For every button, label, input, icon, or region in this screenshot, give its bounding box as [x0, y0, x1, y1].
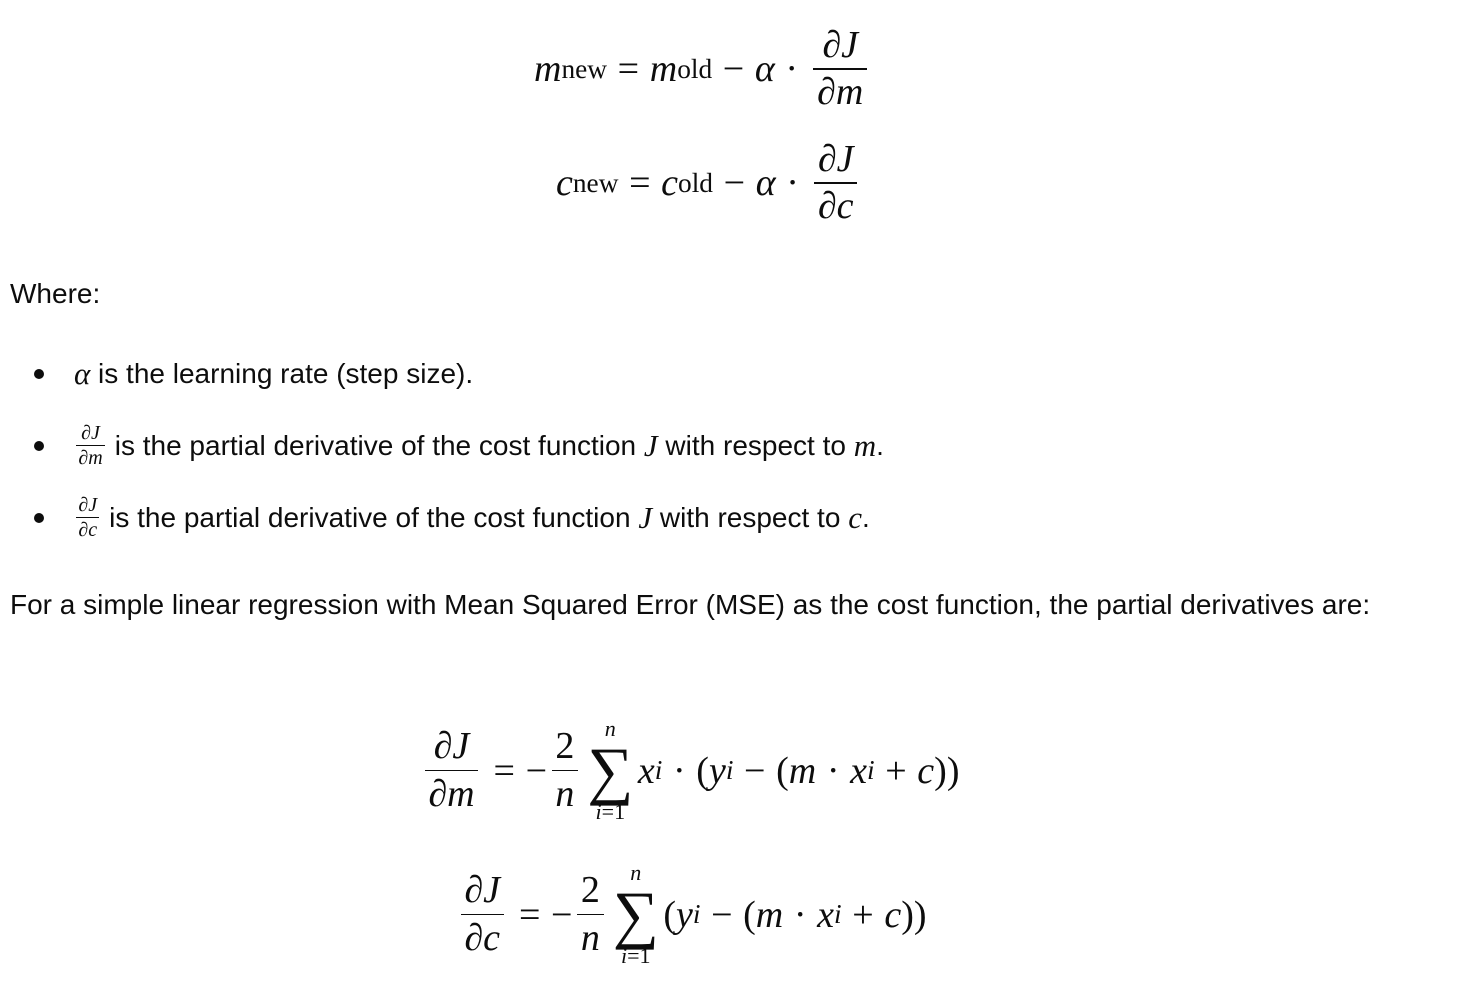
equals-sign: = — [617, 48, 640, 91]
param-variable: m — [853, 428, 877, 463]
where-label: Where: — [10, 278, 101, 309]
item-text: . — [861, 502, 870, 533]
bullet-icon — [34, 441, 44, 451]
x-variable: x — [850, 749, 867, 792]
open-paren: ( — [663, 893, 676, 936]
sum-upper-bound: n — [604, 716, 616, 741]
item-text: with respect to — [657, 430, 854, 461]
summation — [587, 718, 633, 823]
open-paren: ( — [696, 749, 709, 792]
fraction-numerator: ∂J — [464, 869, 500, 912]
equals-sign: = — [518, 893, 541, 936]
dj-dc-equation — [456, 862, 927, 967]
minus-sign: − — [722, 48, 745, 91]
index-variable: i — [595, 799, 602, 825]
fraction-numerator: 2 — [555, 725, 575, 768]
partial-fraction — [461, 869, 504, 960]
partial-fraction — [813, 24, 867, 115]
item-text: with respect to — [652, 502, 849, 533]
sum-lower-bound — [621, 945, 651, 967]
c-variable: c — [884, 893, 902, 936]
open-paren: ( — [743, 893, 756, 936]
dj-dm-equation — [420, 718, 959, 823]
item-text: is the partial derivative of the cost function — [114, 430, 644, 461]
cost-variable: J — [643, 428, 658, 463]
coefficient-fraction — [577, 869, 604, 960]
m-variable: m — [788, 749, 817, 792]
c-variable: c — [917, 749, 935, 792]
fraction-numerator: 2 — [580, 869, 600, 912]
plus-sign: + — [852, 893, 874, 936]
dot-operator: · — [786, 162, 799, 205]
rhs-variable: c — [661, 162, 679, 205]
lhs-variable: c — [556, 162, 573, 205]
fraction-denominator: ∂c — [464, 916, 500, 959]
fraction-denominator: ∂c — [817, 185, 854, 228]
dot-operator: · — [793, 893, 807, 936]
partial-fraction — [76, 422, 104, 470]
x-variable: x — [637, 749, 655, 792]
sigma-icon: ∑ — [587, 734, 634, 807]
list-item — [0, 410, 884, 482]
item-text: is the learning rate (step size). — [90, 358, 474, 389]
partial-fraction — [425, 725, 479, 816]
equals-sign: = — [493, 749, 515, 792]
dot-operator: · — [826, 749, 840, 792]
index-start: =1 — [627, 943, 651, 969]
negative-sign: − — [551, 893, 573, 936]
summation — [613, 862, 659, 967]
alpha-symbol: α — [754, 48, 775, 91]
close-paren: )) — [934, 749, 960, 792]
subscript: i — [692, 899, 701, 930]
close-paren: )) — [901, 893, 927, 936]
list-item — [0, 482, 884, 554]
mse-paragraph: For a simple linear regression with Mean Squared Error (MSE) as the cost function, the partial derivatives are: — [10, 589, 1371, 620]
dot-operator: · — [673, 749, 686, 792]
fraction-denominator: ∂m — [817, 71, 864, 114]
m-variable: m — [755, 893, 784, 936]
fraction-denominator: ∂m — [78, 447, 103, 470]
fraction-denominator: n — [580, 916, 600, 959]
plus-sign: + — [885, 749, 907, 792]
sigma-icon: ∑ — [612, 878, 659, 951]
index-variable: i — [620, 943, 628, 969]
c-update-equation — [556, 138, 862, 229]
subscript: i — [654, 755, 663, 786]
y-variable: y — [675, 893, 693, 936]
fraction-numerator: ∂J — [81, 421, 100, 444]
alpha-symbol: α — [74, 356, 91, 391]
fraction-numerator: ∂J — [78, 493, 98, 516]
lhs-subscript: new — [561, 53, 608, 84]
fraction-denominator: n — [555, 772, 575, 815]
fraction-numerator: ∂J — [433, 725, 470, 768]
m-update-equation — [534, 24, 872, 115]
dot-operator: · — [785, 48, 799, 91]
partial-fraction — [814, 138, 857, 229]
minus-sign: − — [711, 893, 733, 936]
x-variable: x — [817, 893, 835, 936]
lhs-variable: m — [534, 48, 562, 91]
fraction-numerator: ∂J — [822, 24, 858, 66]
y-variable: y — [708, 749, 726, 792]
lhs-subscript: new — [572, 167, 619, 198]
item-text: . — [876, 430, 884, 461]
equals-sign: = — [629, 162, 651, 205]
rhs-subscript: old — [677, 53, 713, 84]
rhs-subscript: old — [678, 167, 713, 198]
minus-sign: − — [744, 749, 766, 792]
sum-upper-bound: n — [630, 860, 642, 885]
negative-sign: − — [525, 749, 548, 792]
partial-fraction — [76, 494, 99, 542]
coefficient-fraction — [552, 725, 579, 816]
item-text: is the partial derivative of the cost function — [109, 502, 639, 533]
list-item — [0, 338, 884, 410]
param-variable: c — [848, 500, 862, 535]
fraction-numerator: ∂J — [817, 138, 854, 180]
bullet-icon — [34, 369, 44, 379]
bullet-icon — [34, 513, 44, 523]
subscript: i — [834, 899, 842, 930]
definitions-list — [0, 338, 884, 554]
subscript: i — [725, 755, 734, 786]
index-start: =1 — [601, 799, 626, 825]
minus-sign: − — [723, 162, 746, 205]
open-paren: ( — [776, 749, 789, 792]
fraction-denominator: ∂c — [78, 519, 98, 542]
fraction-denominator: ∂m — [428, 772, 475, 815]
rhs-variable: m — [649, 48, 678, 91]
sum-lower-bound — [596, 801, 626, 823]
subscript: i — [867, 755, 875, 786]
alpha-symbol: α — [755, 162, 776, 205]
cost-variable: J — [638, 500, 653, 535]
